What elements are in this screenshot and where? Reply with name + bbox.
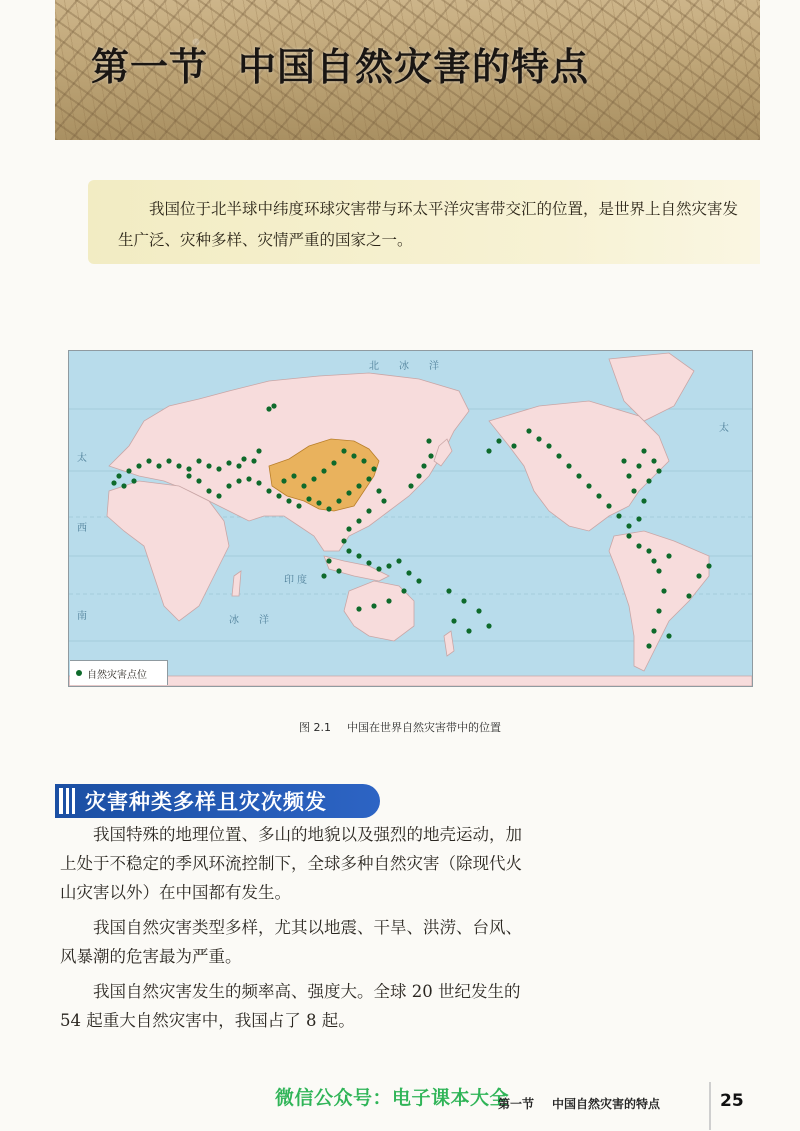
disaster-point xyxy=(301,483,306,488)
disaster-point xyxy=(401,588,406,593)
disaster-point xyxy=(666,553,671,558)
disaster-point xyxy=(381,498,386,503)
disaster-point xyxy=(316,500,321,505)
disaster-point xyxy=(636,543,641,548)
madagascar xyxy=(232,571,241,596)
disaster-point xyxy=(116,473,121,478)
disaster-point xyxy=(416,578,421,583)
disaster-point xyxy=(366,508,371,513)
disaster-point xyxy=(696,573,701,578)
paragraph-3: 我国自然灾害发生的频率高、强度大。全球 20 世纪发生的 54 起重大自然灾害中，我国占了 8 起。 xyxy=(60,982,521,1030)
disaster-point xyxy=(266,488,271,493)
disaster-point xyxy=(256,448,261,453)
disaster-point xyxy=(626,533,631,538)
disaster-point xyxy=(196,478,201,483)
disaster-point xyxy=(651,558,656,563)
disaster-point xyxy=(366,560,371,565)
land xyxy=(69,353,752,686)
disaster-point xyxy=(706,563,711,568)
disaster-point xyxy=(451,618,456,623)
disaster-point xyxy=(356,518,361,523)
disaster-point xyxy=(536,436,541,441)
disaster-point xyxy=(131,478,136,483)
disaster-point xyxy=(206,463,211,468)
disaster-point xyxy=(121,483,126,488)
section-heading-label: 灾害种类多样且灾次频发 xyxy=(85,790,327,814)
footer-divider xyxy=(709,1082,711,1130)
legend-label: 自然灾害点位 xyxy=(87,669,147,681)
disaster-point xyxy=(206,488,211,493)
disaster-point xyxy=(366,476,371,481)
disaster-point xyxy=(361,458,366,463)
disaster-point xyxy=(486,623,491,628)
new-zealand xyxy=(444,631,454,656)
disaster-point xyxy=(408,483,413,488)
disaster-point xyxy=(656,568,661,573)
disaster-point xyxy=(386,598,391,603)
disaster-point xyxy=(496,438,501,443)
label-tai-left: 太 xyxy=(77,453,87,464)
disaster-point xyxy=(546,443,551,448)
figure-caption-text: 中国在世界自然灾害带中的位置 xyxy=(347,721,501,734)
disaster-point xyxy=(331,460,336,465)
north-america xyxy=(489,401,669,531)
disaster-point xyxy=(626,473,631,478)
disaster-point xyxy=(371,603,376,608)
disaster-point xyxy=(146,458,151,463)
disaster-point xyxy=(376,566,381,571)
disaster-point xyxy=(346,548,351,553)
disaster-point xyxy=(631,488,636,493)
disaster-point xyxy=(226,460,231,465)
disaster-point xyxy=(466,628,471,633)
disaster-point xyxy=(286,498,291,503)
disaster-point xyxy=(661,588,666,593)
label-bing: 冰 xyxy=(399,361,409,372)
section-body xyxy=(60,820,535,1041)
disaster-point xyxy=(686,593,691,598)
disaster-point xyxy=(421,463,426,468)
intro-box xyxy=(88,180,760,264)
disaster-point xyxy=(651,458,656,463)
label-yang2: 洋 xyxy=(259,615,269,626)
watermark: 微信公众号：电子课本大全 xyxy=(275,1087,510,1109)
disaster-point xyxy=(641,498,646,503)
disaster-point xyxy=(576,473,581,478)
disaster-point xyxy=(246,476,251,481)
world-disaster-map xyxy=(68,350,753,687)
disaster-point xyxy=(326,558,331,563)
disaster-point xyxy=(446,588,451,593)
disaster-point xyxy=(606,503,611,508)
footer-running-title xyxy=(498,1095,660,1112)
disaster-point xyxy=(646,478,651,483)
disaster-point xyxy=(428,453,433,458)
page-number: 25 xyxy=(720,1091,744,1111)
disaster-point xyxy=(566,463,571,468)
legend-dot xyxy=(76,670,82,676)
disaster-point xyxy=(176,463,181,468)
disaster-point xyxy=(166,458,171,463)
disaster-point xyxy=(646,643,651,648)
section-heading xyxy=(55,784,380,818)
label-nan: 南 xyxy=(77,611,87,622)
disaster-point xyxy=(396,558,401,563)
disaster-point xyxy=(126,468,131,473)
disaster-point xyxy=(386,563,391,568)
disaster-point xyxy=(296,503,301,508)
disaster-point xyxy=(616,513,621,518)
disaster-point xyxy=(256,480,261,485)
disaster-point xyxy=(236,478,241,483)
disaster-point xyxy=(646,548,651,553)
disaster-point xyxy=(226,483,231,488)
disaster-point xyxy=(111,480,116,485)
map-svg xyxy=(69,351,752,686)
label-yin: 印 xyxy=(284,575,294,586)
disaster-point xyxy=(636,516,641,521)
label-yang: 洋 xyxy=(429,361,439,372)
label-tai-right: 太 xyxy=(719,423,729,434)
disaster-point xyxy=(586,483,591,488)
disaster-point xyxy=(596,493,601,498)
disaster-point xyxy=(251,458,256,463)
disaster-point xyxy=(486,448,491,453)
disaster-point xyxy=(351,453,356,458)
map-legend xyxy=(70,660,168,685)
disaster-point xyxy=(346,526,351,531)
disaster-point xyxy=(636,463,641,468)
disaster-point xyxy=(356,553,361,558)
label-bei: 北 xyxy=(369,361,379,372)
section-number: 第一节 xyxy=(91,44,209,89)
disaster-point xyxy=(216,466,221,471)
antarctica xyxy=(69,676,752,686)
disaster-point xyxy=(461,598,466,603)
disaster-point xyxy=(321,468,326,473)
disaster-point xyxy=(321,573,326,578)
paragraph-1: 我国特殊的地理位置、多山的地貌以及强烈的地壳运动，加上处于不稳定的季风环流控制下，全球多种自然灾害（除现代火山灾害以外）在中国都有发生。 xyxy=(60,825,522,902)
disaster-point xyxy=(641,448,646,453)
label-du: 度 xyxy=(297,575,307,586)
disaster-point xyxy=(291,473,296,478)
disaster-point xyxy=(656,608,661,613)
chapter-banner xyxy=(55,0,760,140)
heading-bars-icon xyxy=(59,788,75,814)
disaster-point xyxy=(651,628,656,633)
disaster-point xyxy=(341,448,346,453)
disaster-point xyxy=(341,538,346,543)
disaster-point xyxy=(526,428,531,433)
disaster-point xyxy=(186,466,191,471)
disaster-point xyxy=(336,568,341,573)
disaster-point xyxy=(266,406,271,411)
figure-caption xyxy=(0,719,800,735)
disaster-point xyxy=(356,483,361,488)
disaster-point xyxy=(621,458,626,463)
disaster-point xyxy=(371,466,376,471)
south-america xyxy=(609,531,709,671)
disaster-point xyxy=(196,458,201,463)
figure-number: 图 2.1 xyxy=(299,721,331,734)
disaster-point xyxy=(511,443,516,448)
disaster-point xyxy=(376,488,381,493)
disaster-point xyxy=(416,473,421,478)
label-xi: 西 xyxy=(77,523,87,534)
intro-text: 我国位于北半球中纬度环球灾害带与环太平洋灾害带交汇的位置，是世界上自然灾害发生广泛、灾种多样、灾情严重的国家之一。 xyxy=(118,200,739,249)
disaster-point xyxy=(326,506,331,511)
footer-section-title: 中国自然灾害的特点 xyxy=(552,1097,661,1111)
disaster-point xyxy=(136,463,141,468)
disaster-point xyxy=(666,633,671,638)
disaster-point xyxy=(241,456,246,461)
disaster-point xyxy=(356,606,361,611)
disaster-point xyxy=(556,453,561,458)
disaster-point xyxy=(271,403,276,408)
label-bing2: 冰 xyxy=(229,615,239,626)
disaster-point xyxy=(156,463,161,468)
disaster-point xyxy=(406,570,411,575)
disaster-point xyxy=(186,473,191,478)
disaster-point xyxy=(426,438,431,443)
paragraph-2: 我国自然灾害类型多样，尤其以地震、干旱、洪涝、台风、风暴潮的危害最为严重。 xyxy=(60,918,522,966)
section-title xyxy=(91,36,589,91)
disaster-point xyxy=(311,476,316,481)
disaster-point xyxy=(306,496,311,501)
disaster-point xyxy=(336,498,341,503)
disaster-point xyxy=(626,523,631,528)
disaster-point xyxy=(346,490,351,495)
disaster-point xyxy=(476,608,481,613)
section-name: 中国自然灾害的特点 xyxy=(238,44,590,89)
disaster-point xyxy=(276,493,281,498)
disaster-point xyxy=(236,463,241,468)
footer-section-number: 第一节 xyxy=(498,1097,535,1111)
disaster-point xyxy=(656,468,661,473)
disaster-point xyxy=(216,493,221,498)
disaster-point xyxy=(281,478,286,483)
